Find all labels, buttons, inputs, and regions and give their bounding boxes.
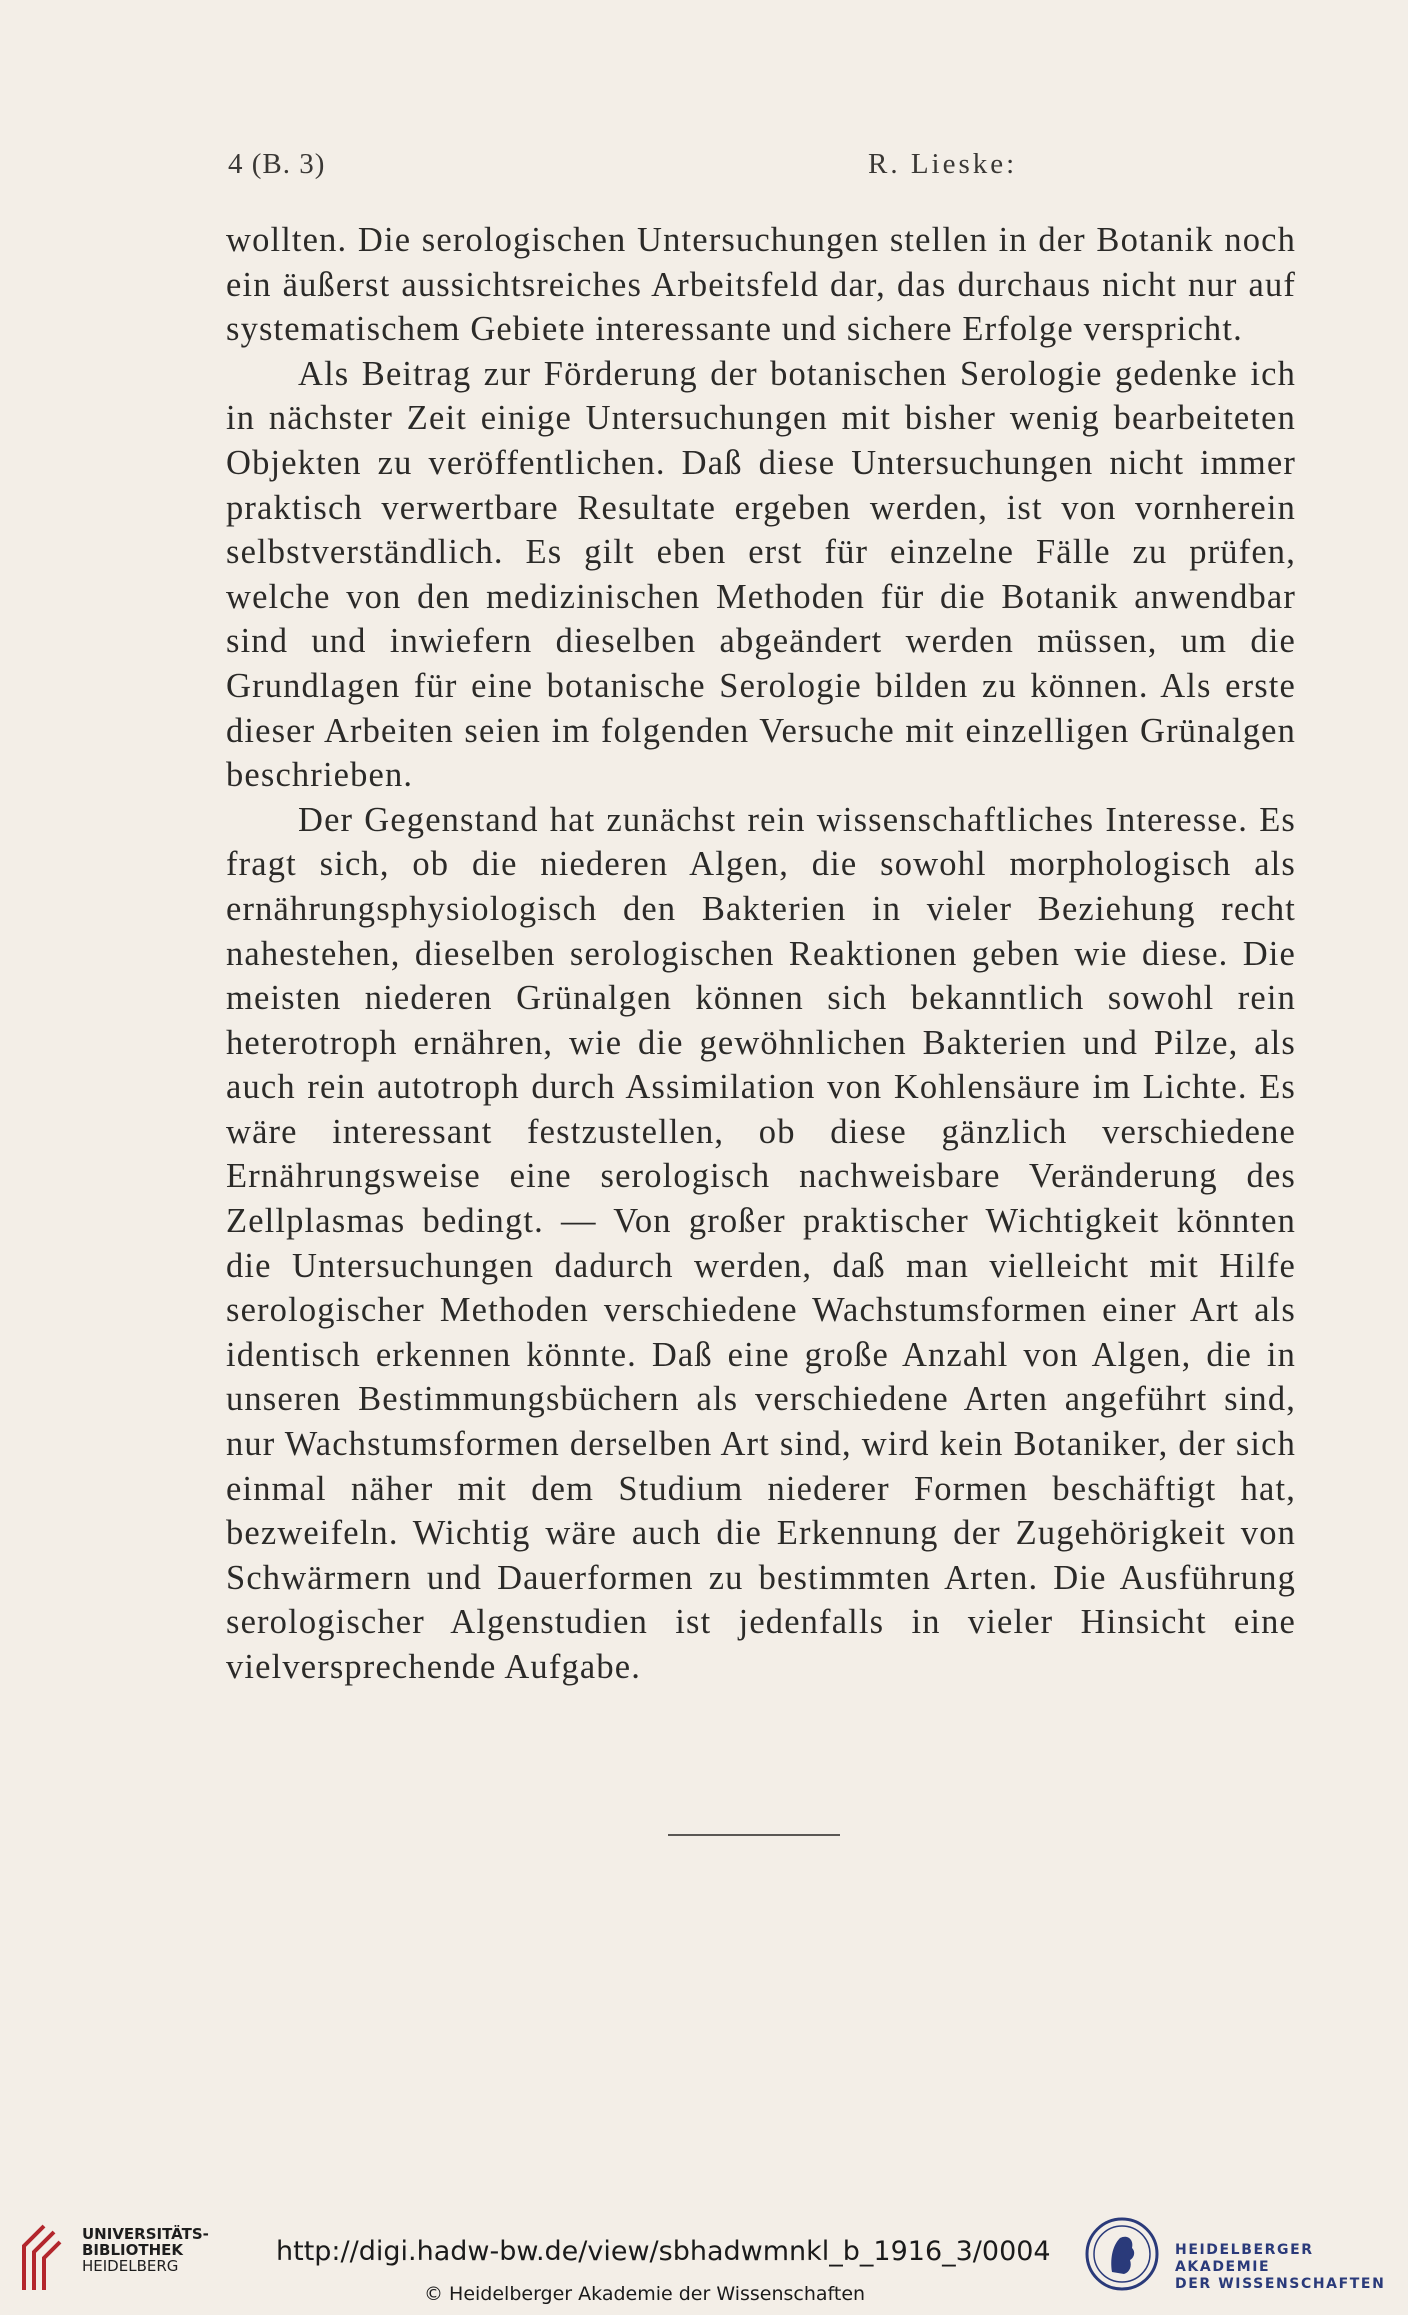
paragraph-3: Der Gegenstand hat zunächst rein wissenschaftliches Interesse. Es fragt sich, ob die niederen Algen, die sowohl morphologisch als ernährungsphysiologisch den Bakterien in vieler Beziehung recht nahestehen, dieselben serologischen Reaktionen geben wie diese. Die meisten niederen Grünalgen können sich bekanntlich sowohl rein heterotroph ernähren, wie die gewöhnlichen Bakterien und Pilze, als auch rein autotroph durch Assimilation von Kohlensäure im Lichte. Es wäre interessant festzustellen, ob diese gänzlich verschiedene Ernährungsweise eine serologisch nachweisbare Veränderung des Zellplasmas bedingt. — Von großer praktischer Wichtigkeit könnten die Untersuchungen dadurch werden, daß man vielleicht mit Hilfe serologischer Methoden verschiedene Wachstumsformen einer Art als identisch erkennen könnte. Daß eine große Anzahl von Algen, die in unseren Bestimmungsbüchern als verschiedene Arten angeführt sind, nur Wachstumsformen derselben Art sind, wird kein Botaniker, der sich einmal näher mit dem Studium niederer Formen beschäftigt hat, bezweifeln. Wichtig wäre auch die Erkennung der Zugehörigkeit von Schwärmern und Dauerformen zu bestimmten Arten. Die Ausführung serologischer Algenstudien ist jedenfalls in vieler Hinsicht eine vielversprechende Aufgabe. [226,800,1296,1686]
library-name [82,2226,209,2274]
paragraph-2: Als Beitrag zur Förderung der botanischen Serologie gedenke ich in nächster Zeit einige Untersuchungen mit bisher wenig bearbeiteten Objekten zu veröffentlichen. Daß diese Untersuchungen nicht immer praktisch verwertbare Resultate ergeben werden, ist von vornherein selbstverständlich. Es gilt eben erst für einzelne Fälle zu prüfen, welche von den medizinischen Methoden für die Botanik anwendbar sind und inwiefern dieselben abgeändert werden müssen, um die Grundlagen für eine botanische Serologie bilden zu können. Als erste dieser Arbeiten seien im folgenden Versuche mit einzelligen Grünalgen beschrieben. [226,354,1296,795]
library-line-1: UNIVERSITÄTS- [82,2225,209,2243]
permalink-url[interactable]: http://digi.hadw-bw.de/view/sbhadwmnkl_b_1916_3/0004 [276,2236,1051,2267]
academy-name [1175,2242,1408,2293]
page-header [228,148,1158,188]
copyright-notice: © Heidelberger Akademie der Wissenschaften [424,2283,866,2305]
academy-line-2: DER WISSENSCHAFTEN [1175,2276,1386,2292]
body-text [226,218,1296,1690]
academy-seal-icon [1084,2216,1160,2292]
paragraph-1: wollten. Die serologischen Untersuchungen stellen in der Botanik noch ein äußerst aussichtsreiches Arbeitsfeld dar, das durchaus nicht nur auf systematischem Gebiete interessante und sichere Erfolge verspricht. [226,221,1296,349]
running-title: R. Lieske: [868,148,1018,180]
page-number: 4 (B. 3) [228,148,326,180]
end-rule [668,1834,840,1836]
library-line-2: BIBLIOTHEK [82,2241,183,2259]
academy-line-1: HEIDELBERGER AKADEMIE [1175,2242,1314,2275]
library-line-3: HEIDELBERG [82,2257,179,2275]
library-logo-icon [14,2218,64,2298]
footer [0,2198,1408,2315]
